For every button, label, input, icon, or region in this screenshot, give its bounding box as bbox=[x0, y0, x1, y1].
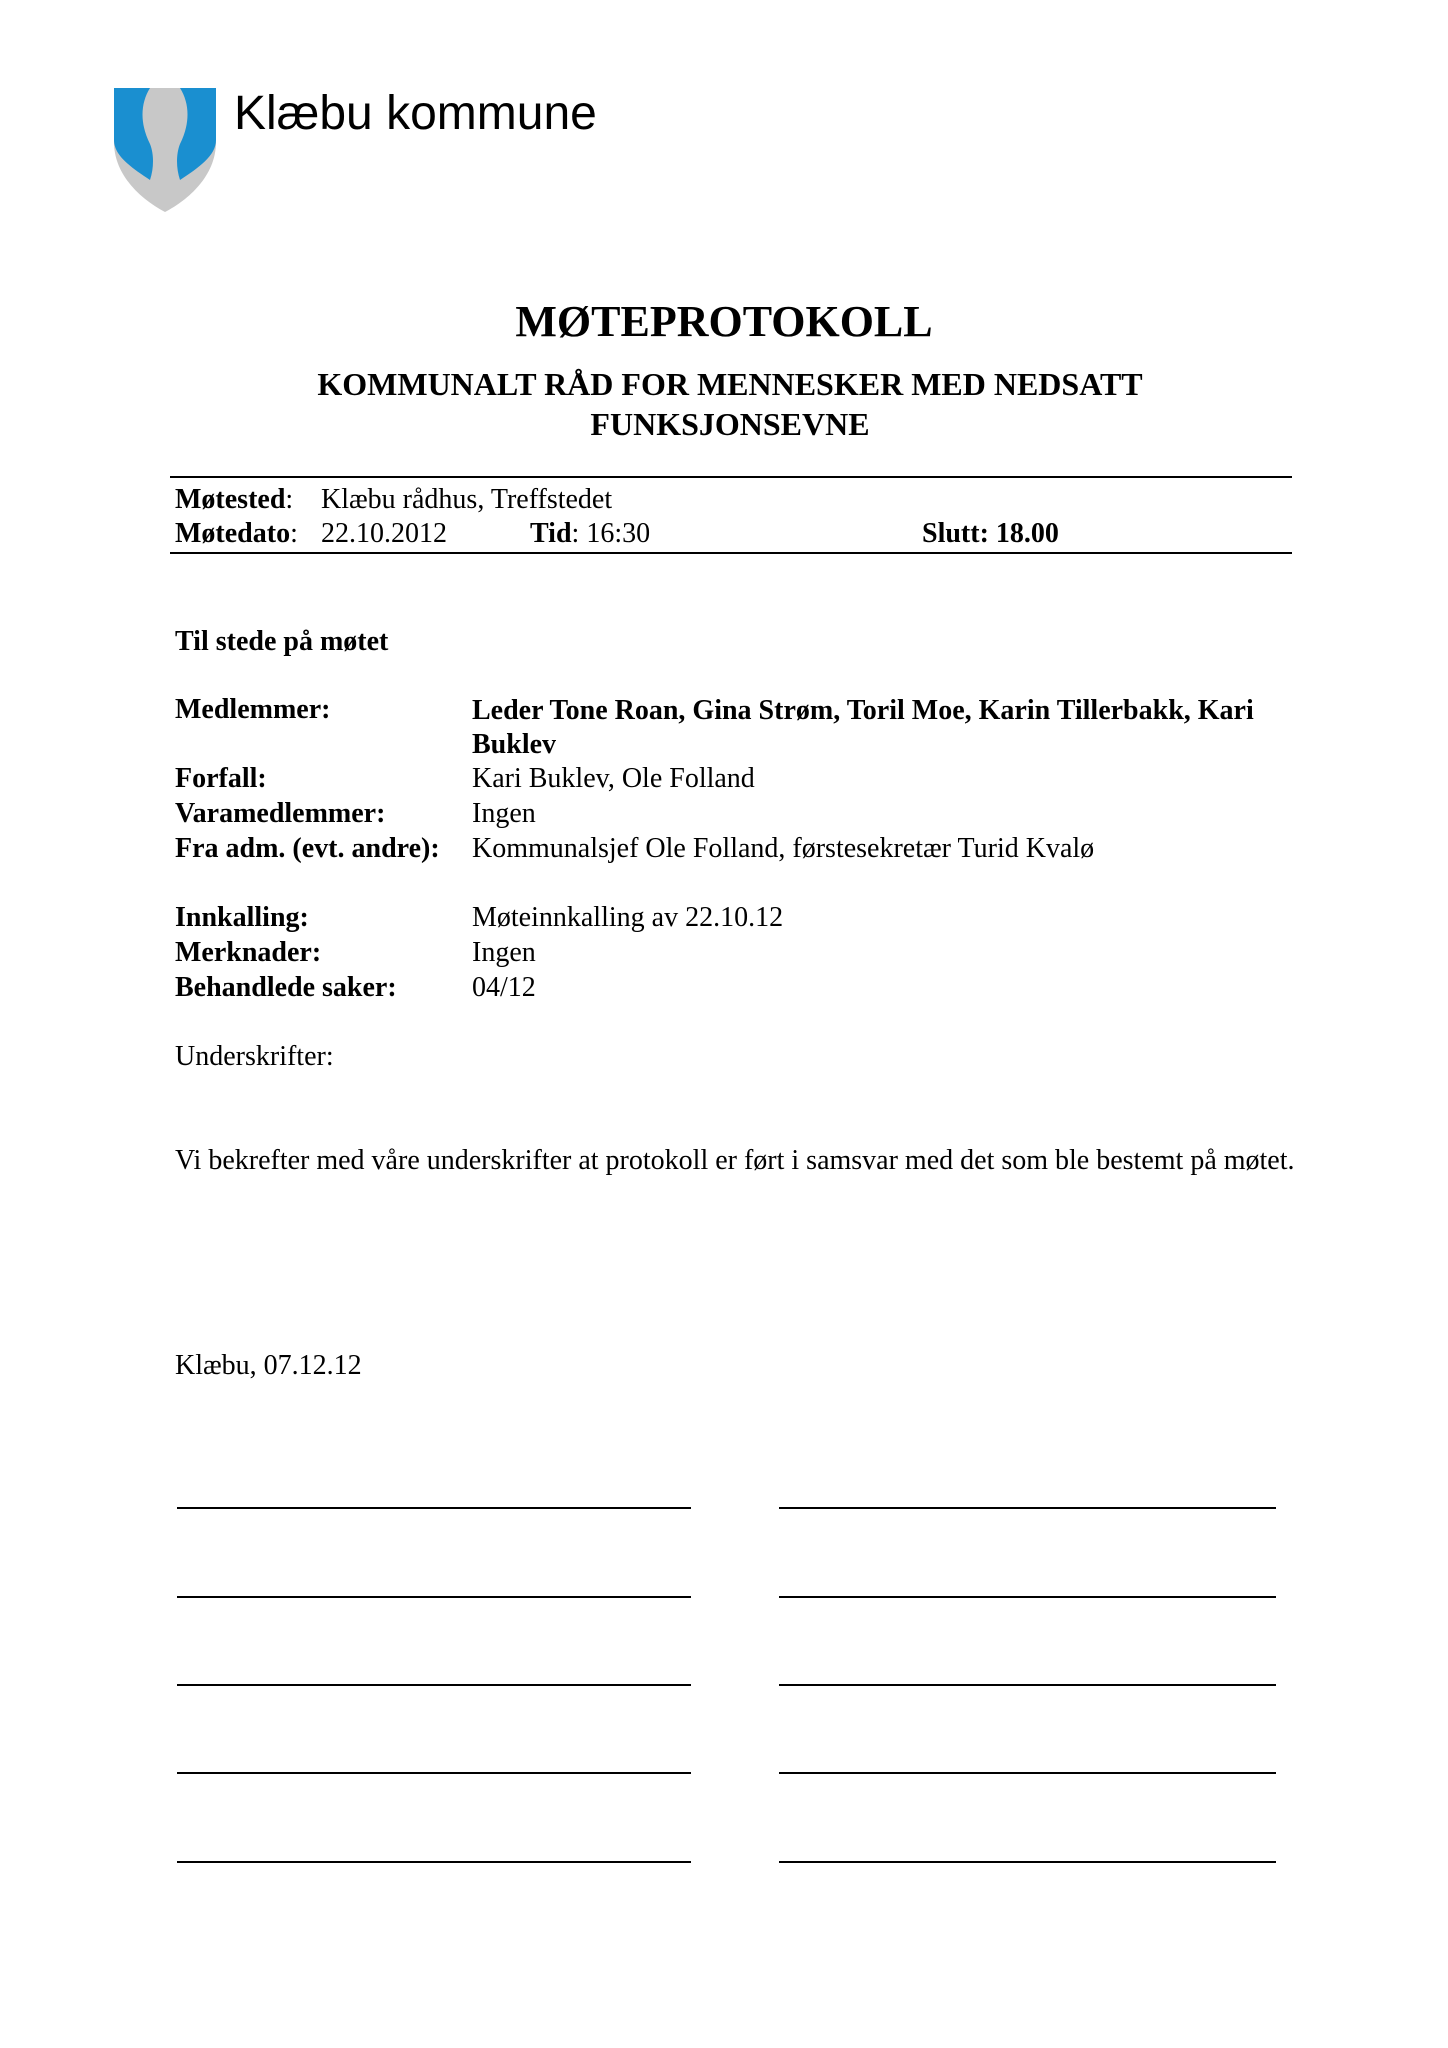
meeting-time-label: Tid bbox=[530, 518, 572, 549]
meeting-end bbox=[922, 518, 1059, 550]
deputies-label: Varamedlemmer: bbox=[175, 798, 386, 829]
signature-line bbox=[177, 1507, 691, 1509]
colon: : bbox=[571, 518, 587, 549]
meeting-date-value: 22.10.2012 bbox=[321, 518, 447, 549]
meeting-date-label: Møtedato bbox=[175, 518, 291, 549]
absent-label: Forfall: bbox=[175, 763, 267, 794]
cases-label: Behandlede saker: bbox=[175, 972, 397, 1003]
signature-line bbox=[177, 1861, 691, 1863]
signatures-heading: Underskrifter: bbox=[175, 1041, 334, 1072]
remarks-value: Ingen bbox=[472, 937, 536, 968]
signature-line bbox=[177, 1684, 691, 1686]
document-subtitle: KOMMUNALT RÅD FOR MENNESKER MED NEDSATT FUNKSJONSEVNE bbox=[317, 366, 1143, 442]
meeting-end-value: 18.00 bbox=[995, 518, 1059, 549]
meeting-time-value: 16:30 bbox=[586, 518, 651, 549]
signature-line bbox=[177, 1596, 691, 1598]
signature-line bbox=[779, 1684, 1276, 1686]
members-label: Medlemmer: bbox=[175, 694, 331, 725]
attendance-heading: Til stede på møtet bbox=[175, 626, 389, 657]
confirmation-statement: Vi bekrefter med våre underskrifter at protokoll er ført i samsvar med det som ble bestemt på møtet. bbox=[175, 1145, 1295, 1176]
bottom-rule bbox=[170, 552, 1292, 554]
remarks-label: Merknader: bbox=[175, 937, 322, 968]
admin-label: Fra adm. (evt. andre): bbox=[175, 833, 440, 864]
organization-name: Klæbu kommune bbox=[234, 87, 597, 140]
members-value: Leder Tone Roan, Gina Strøm, Toril Moe, Karin Tillerbakk, Kari Buklev bbox=[472, 695, 1254, 760]
absent-value: Kari Buklev, Ole Folland bbox=[472, 763, 755, 794]
place-date: Klæbu, 07.12.12 bbox=[175, 1350, 362, 1381]
notice-value: Møteinnkalling av 22.10.12 bbox=[472, 902, 784, 933]
signature-line bbox=[779, 1861, 1276, 1863]
municipality-shield-logo bbox=[110, 84, 220, 214]
meeting-time bbox=[530, 518, 650, 550]
signature-line bbox=[177, 1772, 691, 1774]
cases-value: 04/12 bbox=[472, 972, 536, 1003]
meeting-end-label: Slutt: bbox=[922, 518, 989, 549]
signature-line bbox=[779, 1507, 1276, 1509]
colon: : bbox=[285, 484, 294, 515]
meeting-date-row bbox=[175, 518, 298, 550]
notice-label: Innkalling: bbox=[175, 902, 309, 933]
document-title: MØTEPROTOKOLL bbox=[515, 297, 933, 346]
colon: : bbox=[290, 518, 298, 549]
meeting-place-value: Klæbu rådhus, Treffstedet bbox=[321, 484, 613, 515]
signature-line bbox=[779, 1596, 1276, 1598]
admin-value: Kommunalsjef Ole Folland, førstesekretær Turid Kvalø bbox=[472, 833, 1095, 864]
meeting-place-label: Møtested bbox=[175, 484, 286, 515]
deputies-value: Ingen bbox=[472, 798, 536, 829]
top-rule bbox=[170, 476, 1292, 478]
meeting-place-row bbox=[175, 484, 293, 516]
signature-line bbox=[779, 1772, 1276, 1774]
